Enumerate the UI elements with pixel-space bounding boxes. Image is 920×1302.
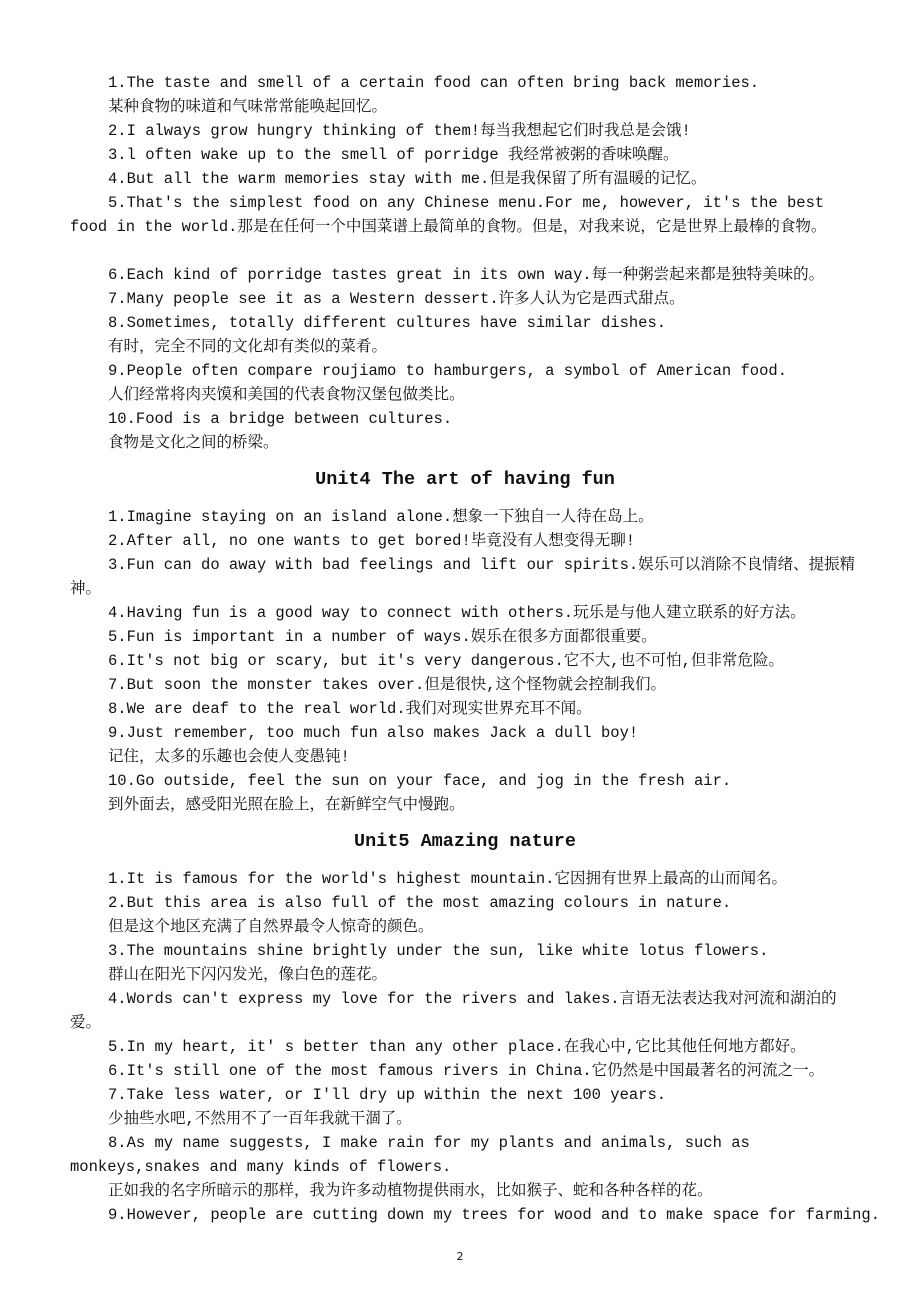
sentence-line: 6.Each kind of porridge tastes great in its own way.每一种粥尝起来都是独特美味的。 <box>108 266 825 284</box>
translation-line: 某种食物的味道和气味常常能唤起回忆。 <box>108 98 388 116</box>
sentence-line: 10.Go outside, feel the sun on your face, and jog in the fresh air. <box>108 772 732 790</box>
sentence-line: 9.Just remember, too much fun also makes Jack a dull boy! <box>108 724 639 742</box>
sentence-line: 9.People often compare roujiamo to hamburgers, a symbol of American food. <box>108 362 788 380</box>
sentence-line: 7.But soon the monster takes over.但是很快,这个怪物就会控制我们。 <box>108 676 667 694</box>
sentence-line: 3.Fun can do away with bad feelings and lift our spirits.娱乐可以消除不良情绪、提振精神。 <box>70 556 856 598</box>
sentence-line: 2.I always grow hungry thinking of them!每当我想起它们时我总是会饿! <box>108 122 691 140</box>
sentence-line: 4.Words can't express my love for the rivers and lakes.言语无法表达我对河流和湖泊的爱。 <box>70 990 837 1032</box>
sentence-line: 1.It is famous for the world's highest mountain.它因拥有世界上最高的山而闻名。 <box>108 870 787 888</box>
sentence-line: 2.After all, no one wants to get bored!毕竟没有人想变得无聊! <box>108 532 636 550</box>
sentence-line: 4.But all the warm memories stay with me.但是我保留了所有温暖的记忆。 <box>108 170 707 188</box>
sentence-line: 3.The mountains shine brightly under the sun, like white lotus flowers. <box>108 942 769 960</box>
translation-line: 正如我的名字所暗示的那样，我为许多动植物提供雨水，比如猴子、蛇和各种各样的花。 <box>108 1182 713 1200</box>
unit5-heading: Unit5 Amazing nature <box>353 831 577 852</box>
sentence-line: 9.However, people are cutting down my trees for wood and to make space for farming. <box>108 1206 881 1224</box>
sentence-line: 8.As my name suggests, I make rain for my plants and animals, such as monkeys,snakes and many kinds of flowers. <box>70 1134 750 1176</box>
sentence-line: 8.Sometimes, totally different cultures have similar dishes. <box>108 314 667 332</box>
translation-line: 食物是文化之间的桥梁。 <box>108 434 279 452</box>
sentence-line: 10.Food is a bridge between cultures. <box>108 410 453 428</box>
sentence-line: 7.Take less water, or I'll dry up within the next 100 years. <box>108 1086 667 1104</box>
translation-line: 有时，完全不同的文化却有类似的菜肴。 <box>108 338 388 356</box>
translation-line: 少抽些水吧,不然用不了一百年我就干涸了。 <box>108 1110 412 1128</box>
sentence-line: 7.Many people see it as a Western dessert.许多人认为它是西式甜点。 <box>108 290 685 308</box>
page-number: 2 <box>456 1250 464 1263</box>
translation-line: 群山在阳光下闪闪发光，像白色的莲花。 <box>108 966 388 984</box>
sentence-line: 6.It's not big or scary, but it's very dangerous.它不大,也不可怕,但非常危险。 <box>108 652 784 670</box>
translation-line: 记住，太多的乐趣也会使人变愚钝! <box>108 748 350 766</box>
sentence-line: 1.Imagine staying on an island alone.想象一下独自一人待在岛上。 <box>108 508 654 526</box>
sentence-line: 6.It's still one of the most famous rivers in China.它仍然是中国最著名的河流之一。 <box>108 1062 825 1080</box>
sentence-line: 4.Having fun is a good way to connect with others.玩乐是与他人建立联系的好方法。 <box>108 604 806 622</box>
sentence-line: 5.In my heart, it' s better than any other place.在我心中,它比其他任何地方都好。 <box>108 1038 806 1056</box>
sentence-line: 3.l often wake up to the smell of porridge 我经常被粥的香味唤醒。 <box>108 146 679 164</box>
sentence-line: 5.Fun is important in a number of ways.娱乐在很多方面都很重要。 <box>108 628 657 646</box>
translation-line: 到外面去，感受阳光照在脸上，在新鲜空气中慢跑。 <box>108 796 465 814</box>
sentence-line: 2.But this area is also full of the most amazing colours in nature. <box>108 894 732 912</box>
sentence-line: 5.That's the simplest food on any Chinese menu.For me, however, it's the best food in the world.那是在任何一个中国菜谱上最简单的食物。但是，对我来说，它是世界上最棒的食物。 <box>70 194 827 236</box>
sentence-line: 8.We are deaf to the real world.我们对现实世界充耳不闻。 <box>108 700 592 718</box>
sentence-line: 1.The taste and smell of a certain food can often bring back memories. <box>108 74 760 92</box>
unit4-heading: Unit4 The art of having fun <box>315 469 615 490</box>
translation-line: 但是这个地区充满了自然界最令人惊奇的颜色。 <box>108 918 434 936</box>
translation-line: 人们经常将肉夹馍和美国的代表食物汉堡包做类比。 <box>108 386 465 404</box>
